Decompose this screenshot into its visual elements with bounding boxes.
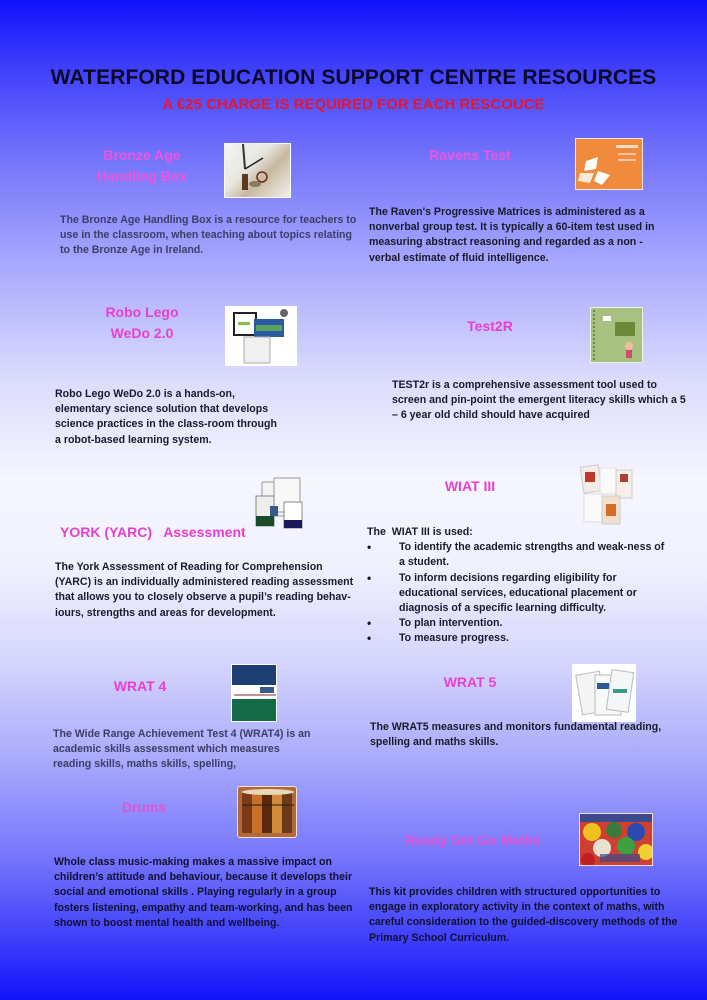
- test2r-image: [590, 307, 643, 363]
- list-item: • To measure progress.: [367, 631, 687, 646]
- resource-heading-wrat5: [420, 672, 520, 693]
- resource-description-wrat5: The WRAT5 measures and monitors fundamental reading, spelling and maths skills.: [370, 721, 662, 749]
- resource-description-ravens: The Raven's Progressive Matrices is administered as a nonverbal group test. It is typically a 60-item test used in measuring abstract reasoning and regarded as a non -verbal estimate of fluid intelligence.: [369, 206, 655, 264]
- heading-line: Test2R: [467, 318, 513, 334]
- heading-line: Drums: [121, 799, 167, 815]
- ravens-test-image: [575, 138, 643, 190]
- heading-line: Robo Lego: [105, 304, 179, 320]
- drums-image: [237, 786, 297, 838]
- heading-line: Ravens Test: [429, 147, 511, 163]
- list-item: • To plan intervention.: [367, 616, 687, 631]
- ready-set-go-image: [579, 813, 653, 866]
- charge-notice: A €25 CHARGE IS REQUIRED FOR EACH RESCOUCE: [162, 96, 545, 113]
- heading-line: Ready Set Go Maths: [405, 832, 541, 848]
- heading-line: WRAT 4: [113, 678, 167, 694]
- heading-line: YORK (YARC) Assessment: [60, 524, 246, 540]
- test2r-booklet-icon: [591, 308, 643, 363]
- ready-set-go-cover-icon: [580, 814, 653, 866]
- heading-line: Handling Box: [96, 168, 188, 184]
- resource-description-test2r: TEST2r is a comprehensive assessment tool used to screen and pin-point the emergent literacy skills which a 5 – 6 year old child should have acquired: [392, 379, 686, 422]
- heading-line: WeDo 2.0: [110, 325, 174, 341]
- resource-heading-drums: [104, 797, 184, 818]
- wrat5-image: [572, 664, 636, 722]
- wiat-booklets-icon: [580, 464, 636, 526]
- yarc-booklets-icon: [254, 476, 306, 530]
- wrat4-image: [231, 664, 277, 722]
- resource-description-ready-set-go: This kit provides children with structured opportunities to engage in exploratory activity in the context of maths, with careful consideration to the guided-discovery methods of the Primary School Curriculum.: [369, 886, 678, 944]
- bronze-artifacts-icon: [225, 144, 291, 198]
- wiat-image: [580, 464, 636, 526]
- resource-heading-ready-set-go: [398, 830, 548, 851]
- heading-line: WRAT 5: [443, 674, 497, 690]
- wrat4-cover-icon: [232, 665, 277, 722]
- resource-heading-test2r: [430, 316, 550, 337]
- ravens-cover-icon: [576, 139, 643, 190]
- heading-line: WIAT III: [444, 478, 496, 494]
- wiat-bullet-list: [367, 540, 687, 646]
- resource-heading-wrat4: [90, 676, 190, 697]
- wrat5-forms-icon: [573, 665, 636, 722]
- resource-description-robo-lego: Robo Lego WeDo 2.0 is a hands-on, elementary science solution that develops science practices in the class-room through a robot-based learning system.: [55, 388, 277, 446]
- page-title: WATERFORD EDUCATION SUPPORT CENTRE RESOURCES: [50, 66, 657, 89]
- lego-wedo-kit-icon: [226, 307, 297, 366]
- resource-heading-ravens: [400, 145, 540, 166]
- resource-description-york: The York Assessment of Reading for Comprehension (YARC) is an individually administered reading assessment that allows you to closely observe a pupil’s reading behav-iours, strengths and areas for development.: [55, 561, 354, 619]
- bronze-age-image: [224, 143, 291, 198]
- york-image: [254, 476, 306, 530]
- resource-description-bronze-age: The Bronze Age Handling Box is a resource for teachers to use in the classroom, when teaching about topics relating to the Bronze Age in Ireland.: [60, 214, 357, 257]
- resource-description-wrat4: The Wide Range Achievement Test 4 (WRAT4) is an academic skills assessment which measures reading skills, maths skills, spelling,: [53, 728, 311, 771]
- resource-heading-wiat: [420, 476, 520, 497]
- robo-lego-image: [225, 306, 297, 366]
- djembe-drums-icon: [238, 787, 297, 838]
- list-item: • To inform decisions regarding eligibility for educational services, educational placement or diagnosis of a specific learning difficulty.: [367, 571, 687, 617]
- wiat-intro: The WIAT III is used:: [367, 526, 473, 538]
- heading-line: Bronze Age: [103, 147, 181, 163]
- resource-description-drums: Whole class music-making makes a massive impact on children’s attitude and behaviour, because it develops their social and emotional skills . Playing regularly in a group fosters listening, empathy and team-working, and has been shown to boost mental health and wellbeing.: [54, 856, 353, 929]
- resource-description-wiat: [367, 525, 687, 647]
- resource-heading-bronze-age: [62, 145, 222, 187]
- resource-heading-york: [60, 480, 250, 564]
- list-item: • To identify the academic strengths and weak-ness of a student.: [367, 540, 687, 570]
- resource-heading-robo-lego: [62, 302, 222, 344]
